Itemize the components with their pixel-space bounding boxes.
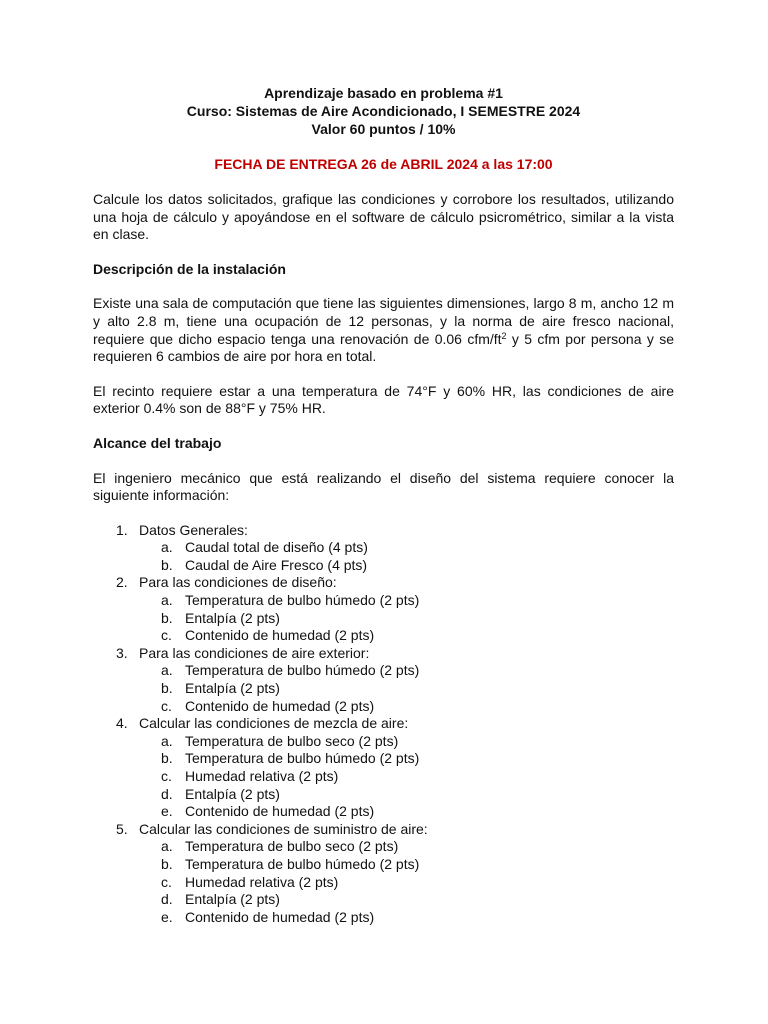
intro-paragraph: Calcule los datos solicitados, grafique las condiciones y corrobore los resultados, utilizando una hoja de cálculo y apoyándose en el software de cálculo psicrométrico, similar a la vista en clase. (93, 190, 674, 243)
list-item (93, 645, 674, 663)
sub-list-item-text: Entalpía (2 pts) (185, 891, 280, 908)
sub-list-item (93, 680, 674, 698)
sub-list-item-text: Entalpía (2 pts) (185, 680, 280, 697)
sub-list-item-text: Contenido de humedad (2 pts) (185, 627, 375, 644)
sub-list-item-letter: e. (161, 803, 173, 820)
sub-list-item (93, 838, 674, 856)
sub-list-item-letter: e. (161, 908, 173, 925)
sub-list-item-text: Caudal de Aire Fresco (4 pts) (185, 556, 368, 573)
sub-list-item-text: Temperatura de bulbo seco (2 pts) (185, 838, 399, 855)
sub-list-item-text: Entalpía (2 pts) (185, 785, 280, 802)
sub-list-item (93, 662, 674, 680)
list-item (93, 574, 674, 592)
sub-list-item-letter: b. (161, 855, 173, 872)
list-item-number: 5. (116, 820, 128, 837)
document-title: Aprendizaje basado en problema #1 (264, 85, 503, 101)
sub-list-item-letter: d. (161, 891, 173, 908)
sub-list-item-letter: b. (161, 750, 173, 767)
sub-list-item-text: Temperatura de bulbo húmedo (2 pts) (185, 592, 420, 609)
list-item-number: 2. (116, 574, 128, 591)
sub-list-item (93, 768, 674, 786)
list-item (93, 715, 674, 733)
sub-list-item-text: Temperatura de bulbo húmedo (2 pts) (185, 662, 420, 679)
list-item-label: Para las condiciones de diseño: (139, 574, 337, 591)
sub-list-item (93, 539, 674, 557)
sub-list-item (93, 627, 674, 645)
sub-list-item (93, 610, 674, 628)
sub-list-item (93, 698, 674, 716)
description-heading: Descripción de la instalación (93, 260, 286, 277)
task-list (93, 522, 674, 927)
sub-list-item-letter: a. (161, 838, 173, 855)
description-text-end: y 5 cfm por persona y se requieren 6 cambios de aire por hora en total. (93, 330, 674, 365)
sub-list-item-text: Humedad relativa (2 pts) (185, 873, 339, 890)
sub-list-item-letter: b. (161, 609, 173, 626)
sub-list-item (93, 557, 674, 575)
sub-list-item-text: Caudal total de diseño (4 pts) (185, 539, 368, 556)
superscript-squared: 2 (501, 330, 507, 341)
sub-list-item-letter: c. (161, 627, 172, 644)
scope-heading: Alcance del trabajo (93, 434, 222, 451)
sub-list-item-letter: c. (161, 873, 172, 890)
sub-list-item (93, 874, 674, 892)
course-line: Curso: Sistemas de Aire Acondicionado, I SEMESTRE 2024 (186, 102, 581, 119)
sub-list-item (93, 856, 674, 874)
scope-intro: El ingeniero mecánico que está realizando el diseño del sistema requiere conocer la siguiente información: (93, 469, 674, 504)
sub-list-item (93, 592, 674, 610)
list-item-number: 4. (116, 715, 128, 732)
description-paragraph-1 (93, 295, 674, 365)
sub-list-item-text: Humedad relativa (2 pts) (185, 768, 339, 785)
list-item-label: Calcular las condiciones de suministro de aire: (139, 820, 428, 837)
sub-list-item-letter: a. (161, 592, 173, 609)
document-content (93, 85, 674, 926)
sub-list-item-text: Entalpía (2 pts) (185, 609, 280, 626)
sub-list-item-text: Contenido de humedad (2 pts) (185, 803, 375, 820)
description-paragraph-2: El recinto requiere estar a una temperatura de 74°F y 60% HR, las condiciones de aire exterior 0.4% son de 88°F y 75% HR. (93, 382, 674, 417)
sub-list-item-letter: a. (161, 732, 173, 749)
value-line: Valor 60 puntos / 10% (311, 120, 456, 137)
sub-list-item (93, 750, 674, 768)
list-item (93, 522, 674, 540)
deadline-line: FECHA DE ENTREGA 26 de ABRIL 2024 a las 17:00 (214, 156, 553, 173)
sub-list-item-letter: a. (161, 662, 173, 679)
sub-list-item-letter: c. (161, 768, 172, 785)
sub-list-item (93, 909, 674, 927)
sub-list-item-letter: d. (161, 785, 173, 802)
sub-list-item (93, 803, 674, 821)
sub-list-item-text: Temperatura de bulbo seco (2 pts) (185, 732, 399, 749)
sub-list-item-text: Temperatura de bulbo húmedo (2 pts) (185, 750, 420, 767)
list-item-label: Para las condiciones de aire exterior: (139, 644, 370, 661)
document-header (93, 85, 674, 138)
sub-list-item-text: Temperatura de bulbo húmedo (2 pts) (185, 855, 420, 872)
sub-list-item-letter: c. (161, 697, 172, 714)
sub-list-item (93, 891, 674, 909)
list-item-label: Calcular las condiciones de mezcla de aire: (139, 715, 409, 732)
list-item (93, 821, 674, 839)
sub-list-item-letter: b. (161, 680, 173, 697)
sub-list-item-text: Contenido de humedad (2 pts) (185, 697, 375, 714)
list-item-label: Datos Generales: (139, 521, 248, 538)
sub-list-item-letter: a. (161, 539, 173, 556)
sub-list-item-letter: b. (161, 556, 173, 573)
list-item-number: 1. (116, 521, 128, 538)
description-text-start: Existe una sala de computación que tiene las siguientes dimensiones, largo 8 m, ancho 12 m y alto 2.8 m, tiene una ocupación de 12 personas, y la norma de aire fresco nacional, requiere que dicho espacio tenga una renovación de 0.06 cfm/ft (93, 295, 674, 347)
sub-list-item (93, 733, 674, 751)
sub-list-item-text: Contenido de humedad (2 pts) (185, 908, 375, 925)
list-item-number: 3. (116, 644, 128, 661)
sub-list-item (93, 786, 674, 804)
